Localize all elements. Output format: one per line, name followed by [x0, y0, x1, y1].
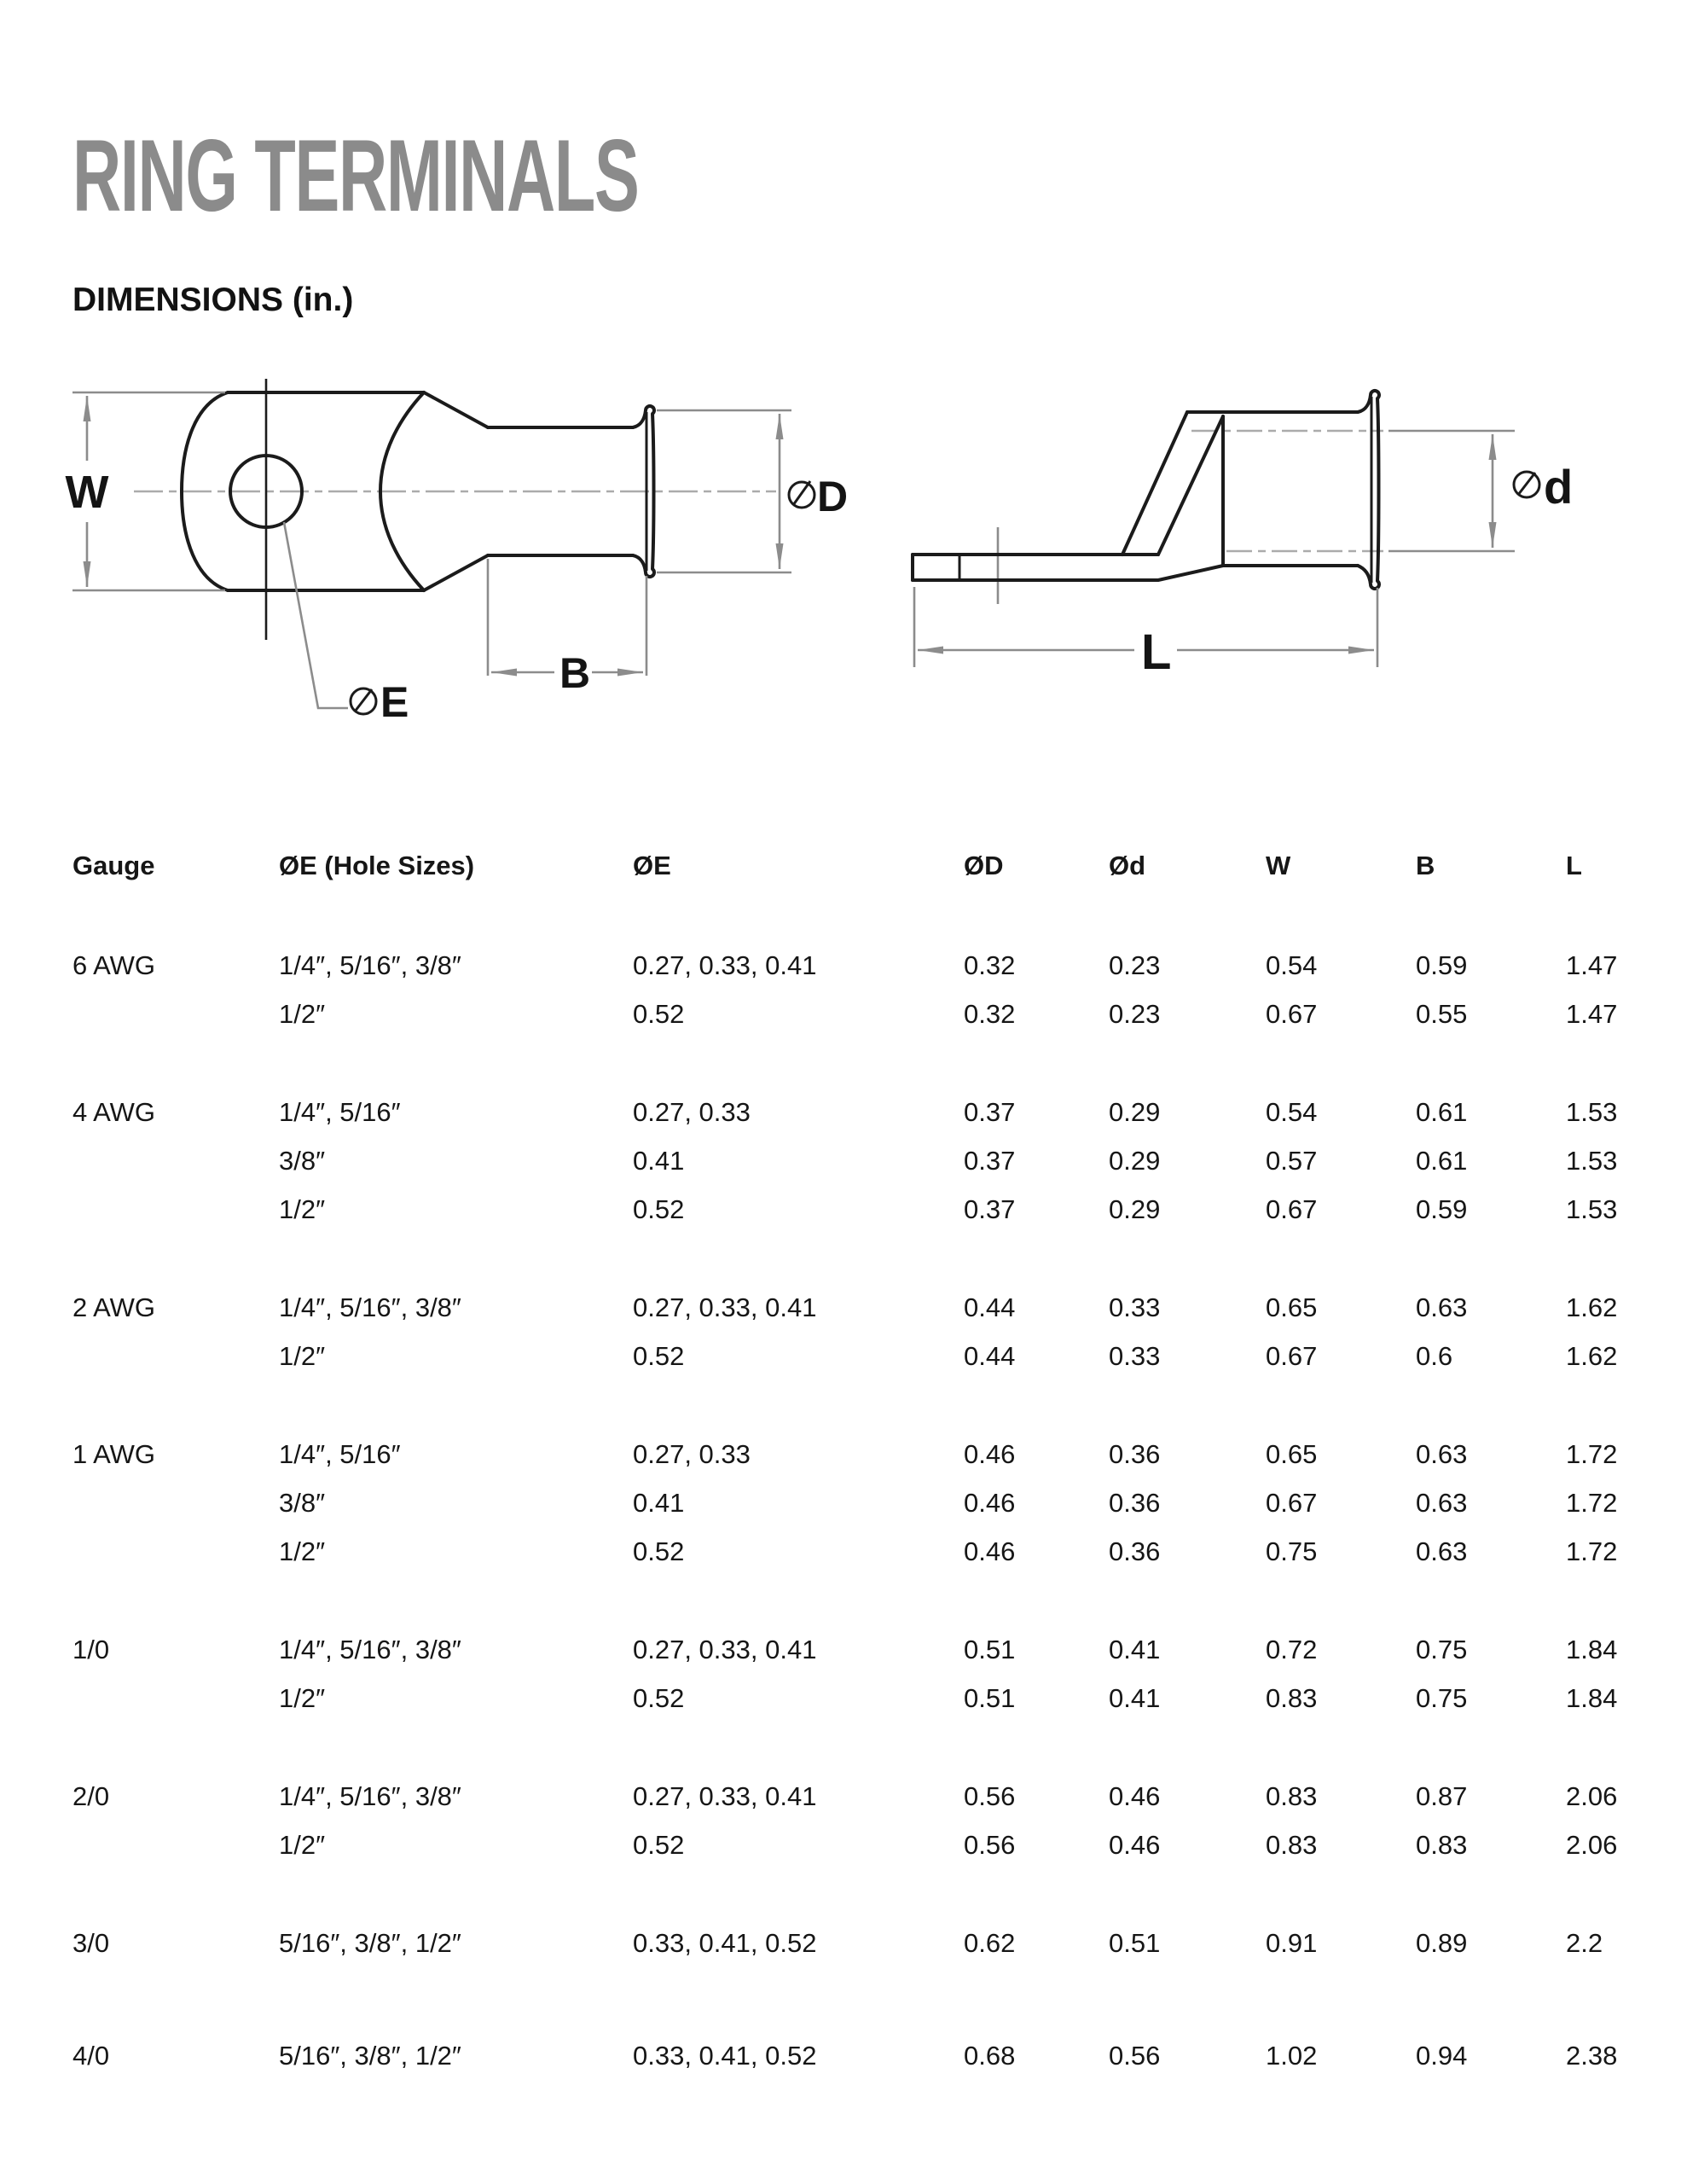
cell-od: 0.32 [964, 999, 1016, 1029]
cell-od-inner: 0.36 [1109, 1439, 1161, 1469]
cell-b: 0.6 [1416, 1341, 1453, 1371]
cell-l: 2.06 [1566, 1830, 1618, 1860]
table-row [72, 1821, 1618, 1869]
gauge-group [72, 1772, 1618, 1869]
cell-l: 1.62 [1566, 1341, 1618, 1371]
cell-hole-sizes: 5/16″, 3/8″, 1/2″ [279, 2041, 461, 2071]
cell-w: 0.91 [1266, 1928, 1318, 1958]
cell-hole-sizes: 1/4″, 5/16″, 3/8″ [279, 1292, 461, 1322]
ring-terminal-side-view-diagram [880, 375, 1665, 725]
cell-b: 0.55 [1416, 999, 1468, 1029]
cell-oe: 0.27, 0.33 [633, 1097, 751, 1127]
cell-w: 0.54 [1266, 950, 1318, 980]
table-body [72, 941, 1618, 2080]
cell-od-inner: 0.29 [1109, 1194, 1161, 1224]
cell-l: 1.47 [1566, 999, 1618, 1029]
cell-hole-sizes: 1/4″, 5/16″ [279, 1439, 401, 1469]
cell-hole-sizes: 1/2″ [279, 999, 326, 1029]
cell-w: 0.57 [1266, 1146, 1318, 1176]
table-row [72, 1185, 1618, 1234]
header-hole-sizes: ØE (Hole Sizes) [279, 851, 475, 880]
cell-oe: 0.33, 0.41, 0.52 [633, 1928, 817, 1958]
cell-hole-sizes: 1/2″ [279, 1341, 326, 1371]
cell-l: 1.84 [1566, 1635, 1618, 1664]
cell-w: 0.83 [1266, 1830, 1318, 1860]
cell-gauge [72, 990, 279, 1038]
cell-od: 0.51 [964, 1683, 1016, 1713]
cell-hole-sizes: 1/2″ [279, 1536, 326, 1566]
cell-od-inner: 0.41 [1109, 1635, 1161, 1664]
cell-hole-sizes: 1/2″ [279, 1830, 326, 1860]
cell-hole-sizes: 1/4″, 5/16″, 3/8″ [279, 1781, 461, 1811]
cell-l: 1.84 [1566, 1683, 1618, 1713]
header-w: W [1266, 851, 1291, 880]
cell-od-inner: 0.33 [1109, 1292, 1161, 1322]
cell-oe: 0.27, 0.33, 0.41 [633, 1292, 817, 1322]
cell-hole-sizes: 3/8″ [279, 1488, 326, 1518]
cell-gauge [72, 1478, 279, 1527]
gauge-group [72, 1625, 1618, 1722]
cell-l: 1.53 [1566, 1097, 1618, 1127]
cell-w: 0.67 [1266, 1194, 1318, 1224]
table-row [72, 2031, 1618, 2080]
table-row [72, 1283, 1618, 1332]
dimensions-heading: DIMENSIONS (in.) [72, 282, 354, 318]
cell-w: 0.65 [1266, 1439, 1318, 1469]
cell-oe: 0.27, 0.33, 0.41 [633, 1635, 817, 1664]
cell-od: 0.37 [964, 1097, 1016, 1127]
cell-gauge: 4 AWG [72, 1097, 156, 1127]
cell-oe: 0.52 [633, 1536, 685, 1566]
cell-gauge [72, 1332, 279, 1380]
cell-w: 0.54 [1266, 1097, 1318, 1127]
cell-gauge: 2/0 [72, 1781, 110, 1811]
cell-w: 0.67 [1266, 1488, 1318, 1518]
cell-gauge [72, 1674, 279, 1722]
cell-b: 0.83 [1416, 1830, 1468, 1860]
barrel-length-label: B [559, 649, 591, 697]
cell-l: 1.53 [1566, 1146, 1618, 1176]
cell-od: 0.56 [964, 1830, 1016, 1860]
gauge-group [72, 2031, 1618, 2080]
cell-oe: 0.52 [633, 1194, 685, 1224]
cell-l: 1.72 [1566, 1488, 1618, 1518]
cell-od-inner: 0.36 [1109, 1536, 1161, 1566]
cell-w: 0.75 [1266, 1536, 1318, 1566]
inner-diameter-label: d [1544, 460, 1574, 514]
page-title: RING TERMINALS [72, 119, 639, 233]
cell-oe: 0.41 [633, 1146, 685, 1176]
table-header-row [72, 849, 1615, 883]
overall-length-dimension [914, 587, 1377, 680]
cell-l: 1.72 [1566, 1439, 1618, 1469]
cell-od: 0.46 [964, 1439, 1016, 1469]
cell-gauge [72, 1821, 279, 1869]
cell-od-inner: 0.46 [1109, 1830, 1161, 1860]
bore-centerlines-icon [1191, 431, 1383, 551]
cell-w: 0.65 [1266, 1292, 1318, 1322]
cell-od-inner: 0.29 [1109, 1146, 1161, 1176]
cell-oe: 0.52 [633, 1830, 685, 1860]
table-row [72, 1332, 1618, 1380]
table-row [72, 1136, 1618, 1185]
table-row [72, 1088, 1618, 1136]
cell-hole-sizes: 5/16″, 3/8″, 1/2″ [279, 1928, 461, 1958]
cell-od: 0.32 [964, 950, 1016, 980]
cell-oe: 0.52 [633, 999, 685, 1029]
cell-od: 0.37 [964, 1146, 1016, 1176]
cell-oe: 0.41 [633, 1488, 685, 1518]
hole-diameter-label: E [380, 678, 409, 726]
cell-b: 0.63 [1416, 1292, 1468, 1322]
cell-gauge [72, 1527, 279, 1576]
header-b: B [1416, 851, 1435, 880]
diameter-symbol-icon [789, 481, 815, 508]
cell-oe: 0.52 [633, 1683, 685, 1713]
cell-b: 0.89 [1416, 1928, 1468, 1958]
cell-b: 0.94 [1416, 2041, 1468, 2071]
dimensions-table [72, 849, 1618, 2129]
cell-w: 0.83 [1266, 1683, 1318, 1713]
outer-diameter-label: D [817, 473, 849, 520]
cell-od-inner: 0.36 [1109, 1488, 1161, 1518]
table-row [72, 941, 1618, 990]
cell-od-inner: 0.23 [1109, 999, 1161, 1029]
cell-gauge: 2 AWG [72, 1292, 156, 1322]
cell-od: 0.37 [964, 1194, 1016, 1224]
cell-w: 0.83 [1266, 1781, 1318, 1811]
cell-oe: 0.27, 0.33, 0.41 [633, 950, 817, 980]
cell-l: 1.62 [1566, 1292, 1618, 1322]
table-row [72, 990, 1618, 1038]
cell-od-inner: 0.51 [1109, 1928, 1161, 1958]
cell-l: 2.06 [1566, 1781, 1618, 1811]
cell-od: 0.62 [964, 1928, 1016, 1958]
cell-oe: 0.52 [633, 1341, 685, 1371]
cell-gauge [72, 1136, 279, 1185]
cell-hole-sizes: 1/4″, 5/16″, 3/8″ [279, 950, 461, 980]
table-row [72, 1919, 1615, 1967]
cell-b: 0.63 [1416, 1536, 1468, 1566]
cell-b: 0.63 [1416, 1439, 1468, 1469]
cell-w: 1.02 [1266, 2041, 1318, 2071]
cell-od: 0.46 [964, 1536, 1016, 1566]
table-row [72, 1772, 1618, 1821]
cell-b: 0.87 [1416, 1781, 1468, 1811]
cell-od-inner: 0.29 [1109, 1097, 1161, 1127]
cell-b: 0.59 [1416, 950, 1468, 980]
cell-gauge: 3/0 [72, 1928, 110, 1958]
cell-od: 0.68 [964, 2041, 1016, 2071]
table-row [72, 1527, 1618, 1576]
cell-gauge: 6 AWG [72, 950, 156, 980]
cell-b: 0.61 [1416, 1146, 1468, 1176]
header-gauge: Gauge [72, 851, 155, 880]
cell-hole-sizes: 1/2″ [279, 1194, 326, 1224]
diameter-symbol-icon [351, 688, 376, 714]
cell-od-inner: 0.41 [1109, 1683, 1161, 1713]
cell-l: 2.2 [1566, 1928, 1603, 1958]
cell-hole-sizes: 1/4″, 5/16″ [279, 1097, 401, 1127]
cell-od-inner: 0.56 [1109, 2041, 1161, 2071]
cell-oe: 0.27, 0.33, 0.41 [633, 1781, 817, 1811]
overall-length-label: L [1141, 624, 1172, 680]
cell-od-inner: 0.23 [1109, 950, 1161, 980]
cell-b: 0.75 [1416, 1635, 1468, 1664]
cell-od: 0.56 [964, 1781, 1016, 1811]
gauge-group [72, 1088, 1618, 1234]
header-oe: ØE [633, 851, 671, 880]
cell-gauge [72, 1185, 279, 1234]
table-row [72, 1625, 1618, 1674]
table-row [72, 1478, 1618, 1527]
inner-diameter-dimension [1388, 431, 1573, 551]
terminal-outline [913, 391, 1379, 589]
cell-l: 2.38 [1566, 2041, 1618, 2071]
gauge-group [72, 1283, 1618, 1380]
cell-b: 0.61 [1416, 1097, 1468, 1127]
cell-oe: 0.33, 0.41, 0.52 [633, 2041, 817, 2071]
header-od-inner: Ød [1109, 851, 1146, 880]
hole-diameter-leader [284, 522, 409, 726]
cell-od: 0.44 [964, 1341, 1016, 1371]
table-row [72, 1430, 1618, 1478]
cell-od: 0.44 [964, 1292, 1016, 1322]
diameter-symbol-icon [1514, 472, 1539, 497]
cell-gauge: 4/0 [72, 2041, 110, 2071]
cell-l: 1.72 [1566, 1536, 1618, 1566]
cell-w: 0.67 [1266, 1341, 1318, 1371]
cell-hole-sizes: 1/4″, 5/16″, 3/8″ [279, 1635, 461, 1664]
barrel-length-dimension [488, 559, 646, 697]
cell-b: 0.59 [1416, 1194, 1468, 1224]
cell-od: 0.46 [964, 1488, 1016, 1518]
cell-od-inner: 0.33 [1109, 1341, 1161, 1371]
gauge-group [72, 941, 1618, 1038]
table-row [72, 1674, 1618, 1722]
cell-l: 1.47 [1566, 950, 1618, 980]
ring-terminal-top-view-diagram [36, 375, 855, 725]
header-od: ØD [964, 851, 1004, 880]
cell-gauge: 1/0 [72, 1635, 110, 1664]
gauge-group [72, 1919, 1615, 1967]
cell-b: 0.75 [1416, 1683, 1468, 1713]
cell-w: 0.72 [1266, 1635, 1318, 1664]
cell-od: 0.51 [964, 1635, 1016, 1664]
cell-hole-sizes: 1/2″ [279, 1683, 326, 1713]
gauge-group [72, 1430, 1618, 1576]
cell-l: 1.53 [1566, 1194, 1618, 1224]
cell-w: 0.67 [1266, 999, 1318, 1029]
cell-od-inner: 0.46 [1109, 1781, 1161, 1811]
cell-b: 0.63 [1416, 1488, 1468, 1518]
cell-hole-sizes: 3/8″ [279, 1146, 326, 1176]
header-l: L [1566, 851, 1582, 880]
w-label: W [65, 467, 109, 518]
cell-oe: 0.27, 0.33 [633, 1439, 751, 1469]
cell-gauge: 1 AWG [72, 1439, 156, 1469]
